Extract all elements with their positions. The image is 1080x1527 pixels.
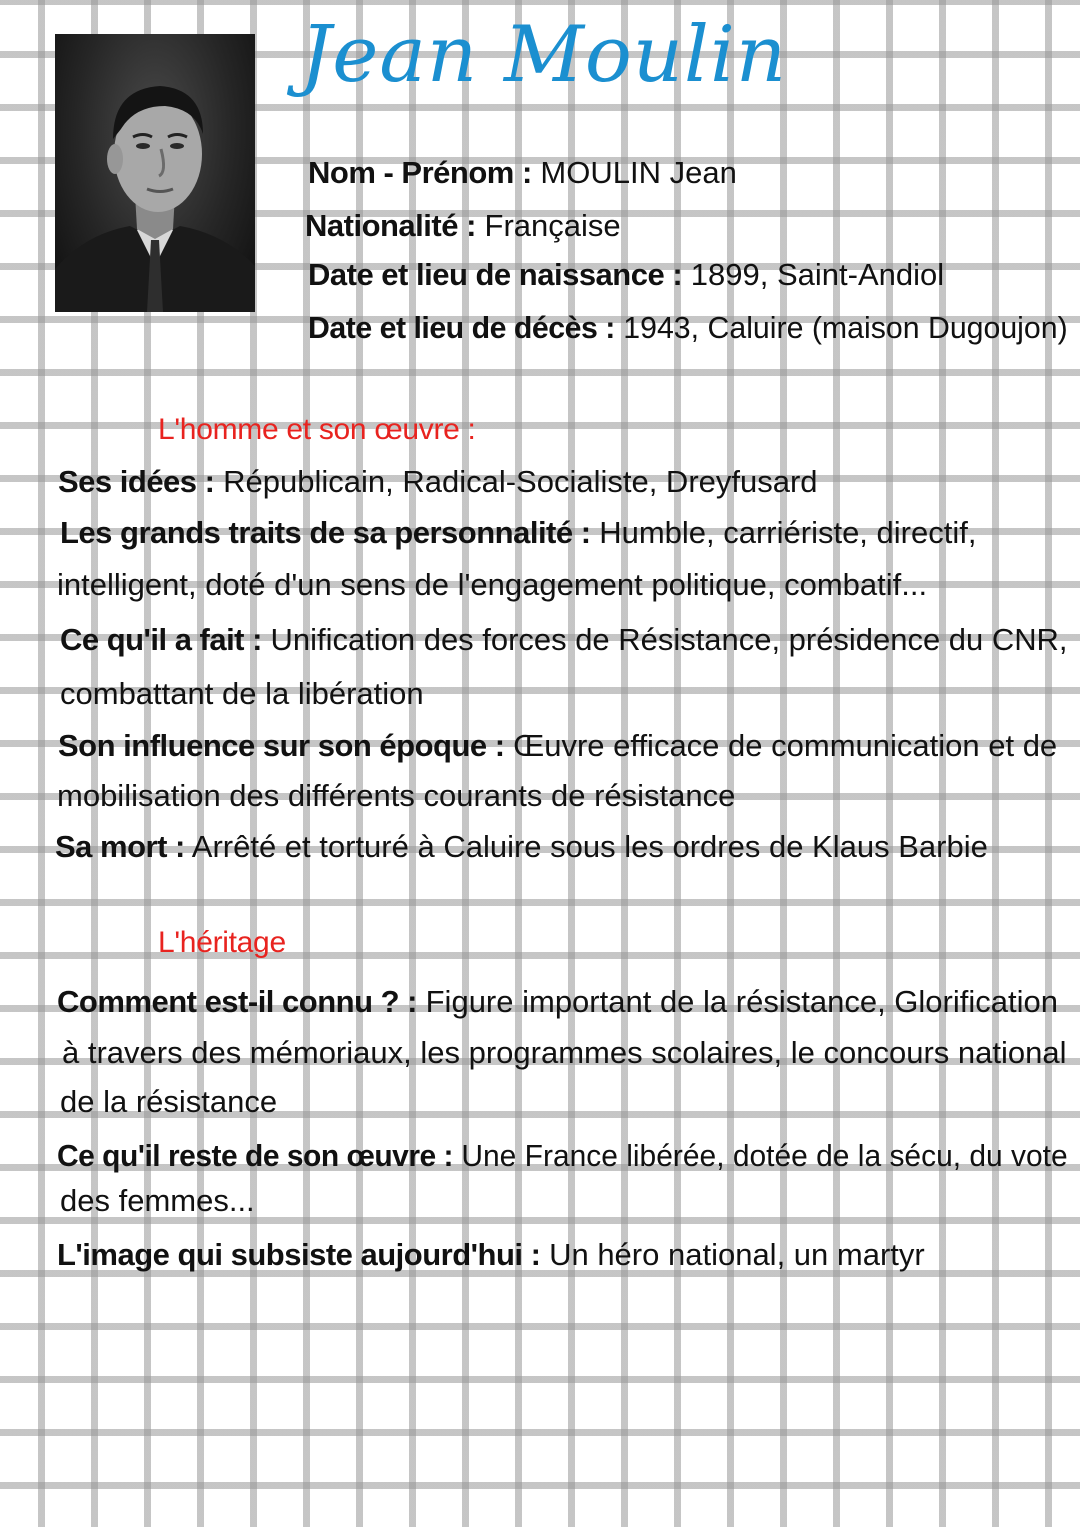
death-date-value: 1943, Caluire (maison Dugoujon)	[623, 310, 1068, 345]
section-heading-oeuvre: L'homme et son œuvre :	[158, 413, 476, 446]
name-label: Nom - Prénom :	[308, 155, 532, 190]
done-continuation	[60, 674, 424, 714]
influence-continuation	[57, 776, 735, 816]
known-continuation-2	[60, 1082, 277, 1122]
traits-value-continued: intelligent, doté d'un sens de l'engagement politique, combatif...	[57, 567, 928, 602]
done-line	[60, 620, 1068, 660]
image-label: L'image qui subsiste aujourd'hui :	[57, 1237, 541, 1272]
remains-value: Une France libérée, dotée de la sécu, du vote	[461, 1138, 1068, 1173]
page-title: Jean Moulin	[300, 10, 788, 100]
remains-value-continued: des femmes...	[60, 1183, 255, 1218]
identity-death-line	[308, 308, 1068, 348]
done-value-continued: combattant de la libération	[60, 676, 424, 711]
ideas-value: Républicain, Radical-Socialiste, Dreyfusard	[223, 464, 818, 499]
traits-line	[60, 513, 976, 553]
remains-label: Ce qu'il reste de son œuvre :	[57, 1138, 454, 1173]
identity-birth-line	[308, 255, 944, 295]
influence-value: Œuvre efficace de communication et de	[513, 728, 1058, 763]
known-value-continued-1: à travers des mémoriaux, les programmes scolaires, le concours national	[62, 1035, 1067, 1070]
traits-label: Les grands traits de sa personnalité :	[60, 515, 591, 550]
death-line	[55, 827, 988, 867]
nationality-value: Française	[484, 208, 621, 243]
traits-continuation	[57, 565, 927, 605]
remains-line	[57, 1136, 1068, 1176]
ideas-label: Ses idées :	[58, 464, 215, 499]
known-label: Comment est-il connu ? :	[57, 984, 417, 1019]
nationality-label: Nationalité :	[305, 208, 476, 243]
known-value: Figure important de la résistance, Glorification	[425, 984, 1058, 1019]
known-continuation-1	[62, 1033, 1066, 1073]
image-value: Un héro national, un martyr	[549, 1237, 925, 1272]
death-date-label: Date et lieu de décès :	[308, 310, 615, 345]
death-label: Sa mort :	[55, 829, 185, 864]
known-line	[57, 982, 1058, 1022]
section-heading-heritage: L'héritage	[158, 926, 286, 959]
portrait-photo	[55, 34, 255, 312]
influence-line	[58, 726, 1057, 766]
known-value-continued-2: de la résistance	[60, 1084, 278, 1119]
image-line	[57, 1235, 925, 1275]
identity-name-line	[308, 153, 737, 193]
influence-label: Son influence sur son époque :	[58, 728, 505, 763]
done-value: Unification des forces de Résistance, présidence du CNR,	[270, 622, 1068, 657]
identity-nationality-line	[305, 206, 621, 246]
remains-continuation	[60, 1181, 255, 1221]
death-value: Arrêté et torturé à Caluire sous les ordres de Klaus Barbie	[191, 829, 988, 864]
traits-value: Humble, carriériste, directif,	[599, 515, 977, 550]
influence-value-continued: mobilisation des différents courants de résistance	[57, 778, 736, 813]
birth-value: 1899, Saint-Andiol	[690, 257, 945, 292]
done-label: Ce qu'il a fait :	[60, 622, 262, 657]
name-value: MOULIN Jean	[540, 155, 737, 190]
ideas-line	[58, 462, 818, 502]
birth-label: Date et lieu de naissance :	[308, 257, 683, 292]
